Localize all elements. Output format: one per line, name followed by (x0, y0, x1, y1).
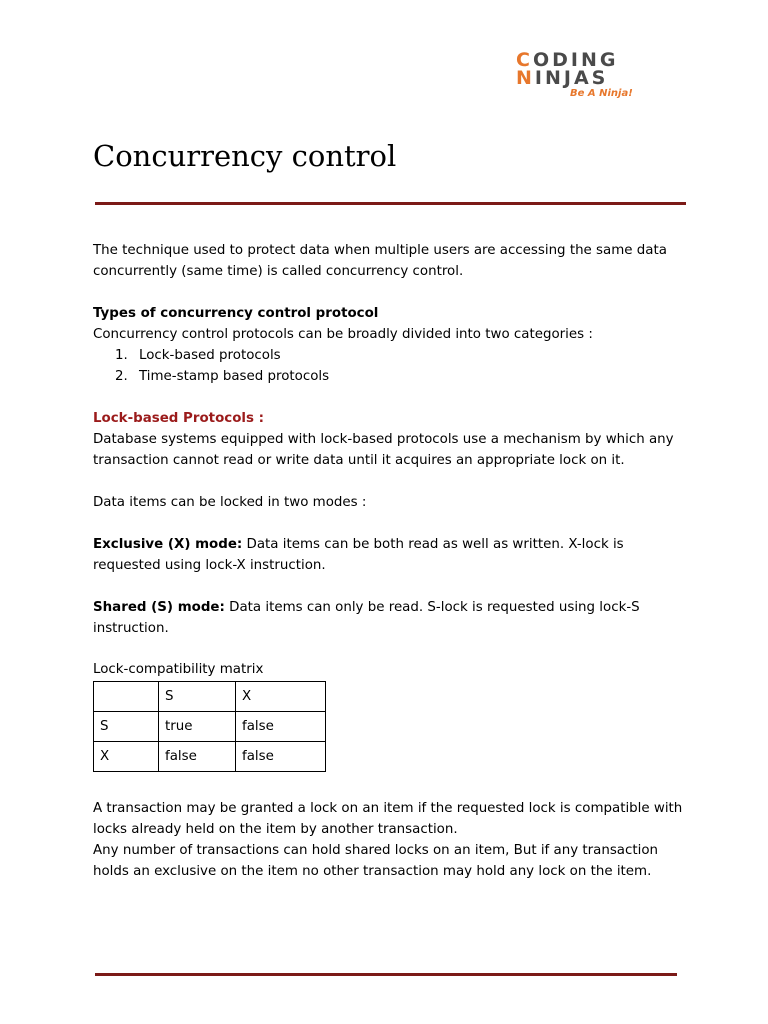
logo-line-2: NINJAS (516, 67, 609, 89)
table-cell: true (159, 712, 236, 742)
closing-paragraph-2: Any number of transactions can hold shared locks on an item, But if any transaction holds an exclusive on the item no other transaction may hold any lock on the item. (93, 843, 659, 879)
table-cell: X (94, 742, 159, 772)
table-row (94, 742, 326, 772)
table-cell (94, 682, 159, 712)
table-row (94, 712, 326, 742)
lock-section (93, 408, 683, 471)
exclusive-mode-paragraph (93, 534, 683, 576)
footer-divider (95, 973, 677, 976)
list-item: 1. Lock-based protocols (115, 348, 281, 363)
lock-description: Database systems equipped with lock-based protocols use a mechanism by which any transaction cannot read or write data until it acquires an appropriate lock on it. (93, 432, 674, 468)
lock-compatibility-table (93, 681, 326, 772)
page-title: Concurrency control (93, 139, 397, 173)
exclusive-description: Data items can be both read as well as written. X-lock is requested using lock-X instruction. (93, 537, 624, 573)
table-cell: X (236, 682, 326, 712)
table-cell: false (236, 742, 326, 772)
table-cell: false (236, 712, 326, 742)
intro-paragraph: The technique used to protect data when multiple users are accessing the same data concurrently (same time) is called concurrency control. (93, 243, 667, 279)
shared-label: Shared (S) mode: (93, 600, 225, 615)
types-section (93, 303, 683, 387)
list-item: 2. Time-stamp based protocols (115, 369, 330, 384)
table-cell: S (94, 712, 159, 742)
table-cell: false (159, 742, 236, 772)
table-cell: S (159, 682, 236, 712)
lock-heading: Lock-based Protocols : (93, 411, 264, 426)
closing-paragraphs (93, 798, 683, 882)
table-row (94, 682, 326, 712)
exclusive-label: Exclusive (X) mode: (93, 537, 243, 552)
types-list (93, 345, 683, 387)
logo-tagline: Be A Ninja! (570, 88, 633, 99)
types-description: Concurrency control protocols can be broadly divided into two categories : (93, 327, 593, 342)
shared-description: Data items can only be read. S-lock is requested using lock-S instruction. (93, 600, 640, 636)
logo-line-1: CODING (516, 49, 619, 71)
coding-ninjas-logo (516, 50, 636, 102)
modes-intro: Data items can be locked in two modes : (93, 495, 367, 510)
title-divider (95, 202, 686, 205)
matrix-caption: Lock-compatibility matrix (93, 662, 264, 677)
shared-mode-paragraph (93, 597, 683, 639)
closing-paragraph-1: A transaction may be granted a lock on an item if the requested lock is compatible with locks already held on the item by another transaction. (93, 801, 683, 837)
types-heading: Types of concurrency control protocol (93, 306, 379, 321)
